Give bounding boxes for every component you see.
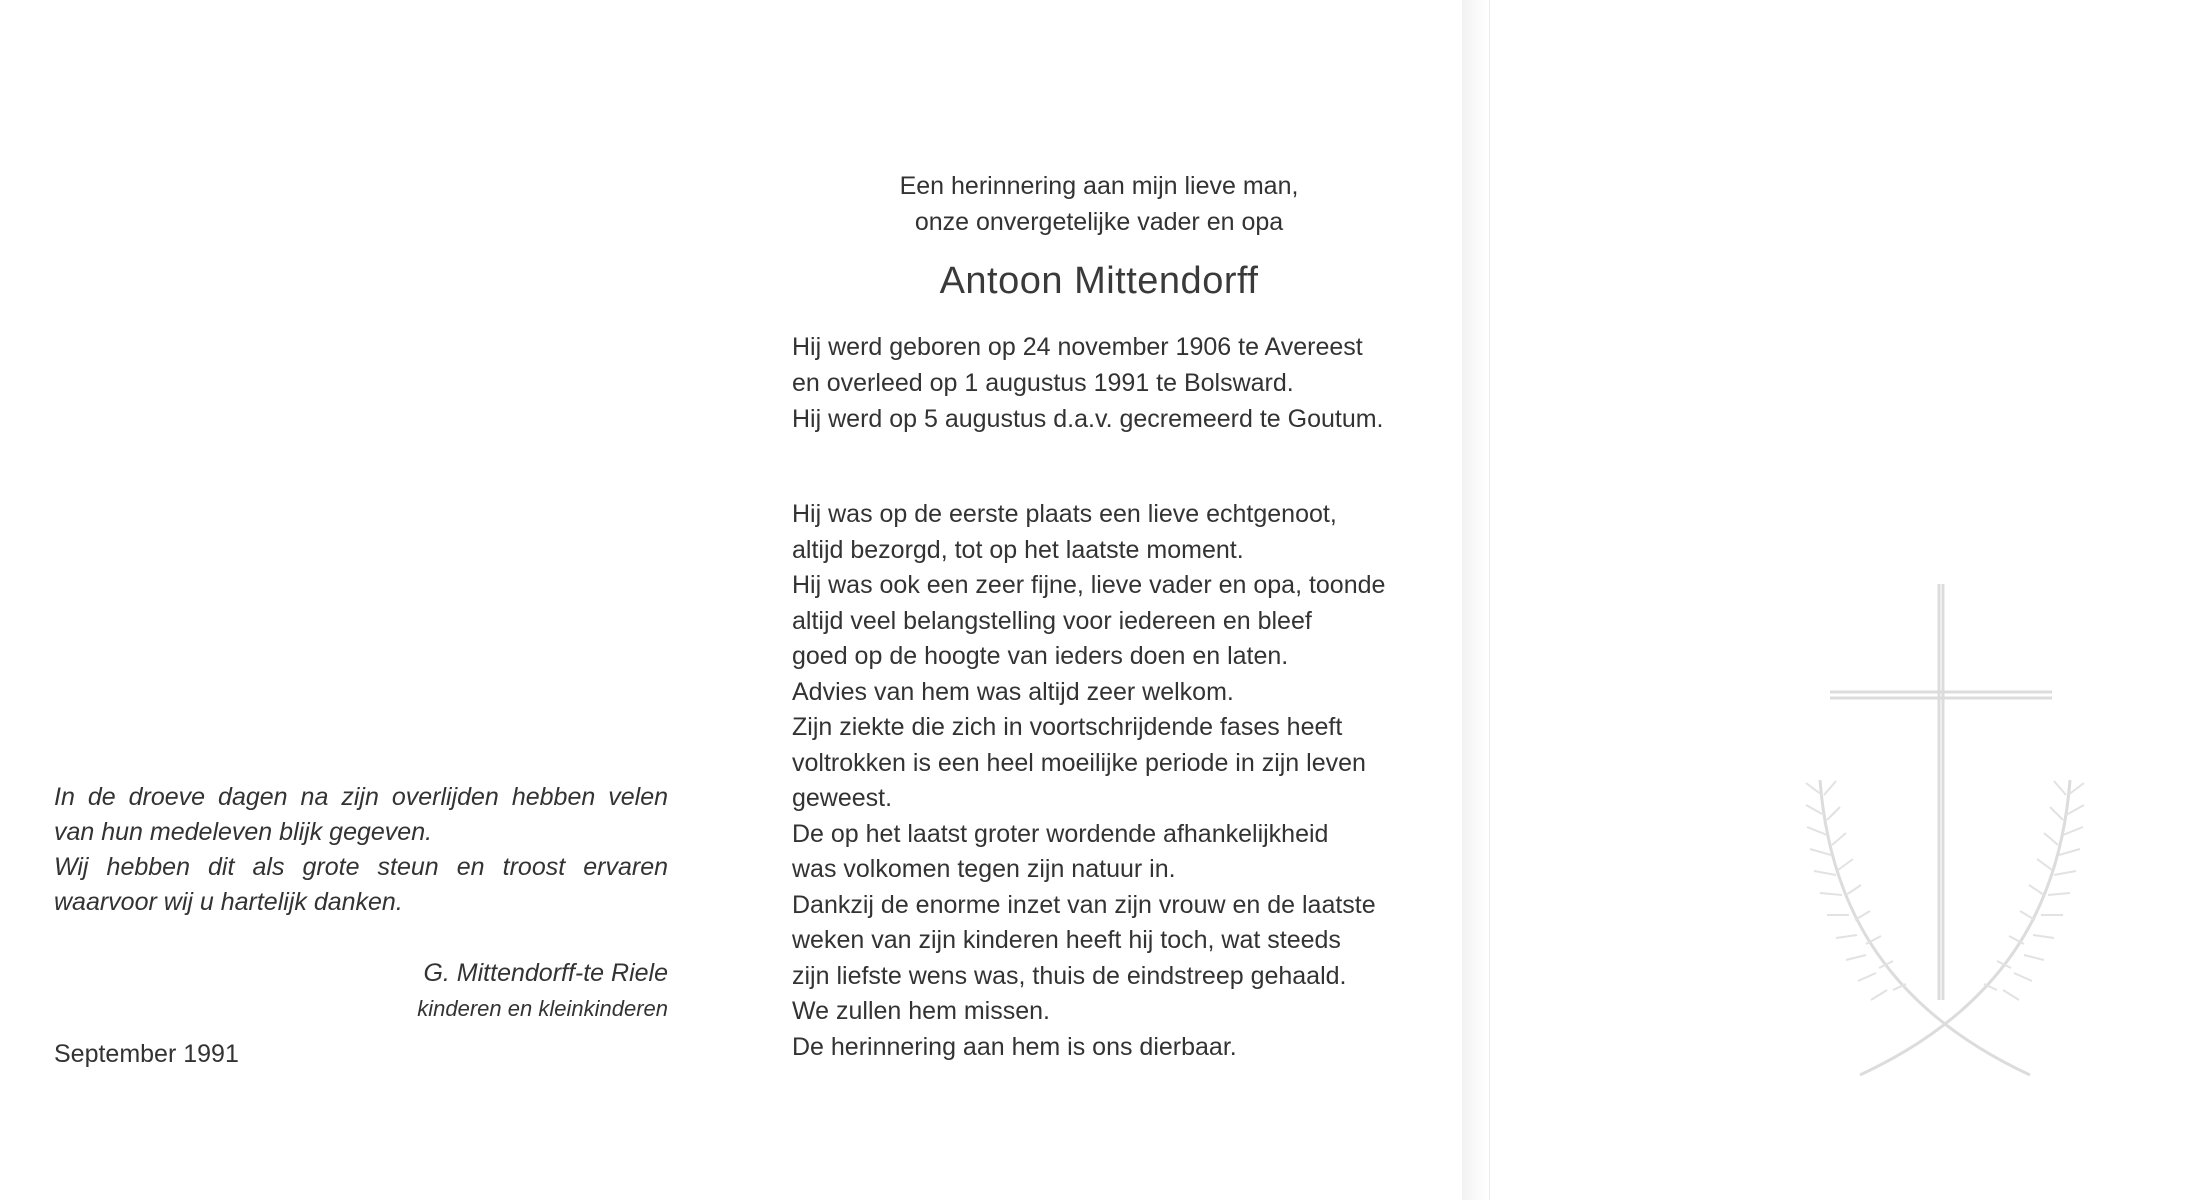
eulogy-line: De herinnering aan hem is ons dierbaar. [792, 1032, 1237, 1061]
thanks-line: waarvoor wij u hartelijk danken. [54, 888, 403, 916]
fact-line: en overleed op 1 augustus 1991 te Bolsward. [792, 369, 1294, 397]
eulogy-line: altijd veel belangstelling voor iedereen en bleef [792, 606, 1312, 635]
intro [792, 168, 1406, 240]
deceased-name: Antoon Mittendorff [939, 260, 1259, 302]
eulogy-line: Advies van hem was altijd zeer welkom. [792, 677, 1234, 706]
eulogy-line: Hij was ook een zeer fijne, lieve vader en opa, toonde [792, 571, 1386, 599]
eulogy-line: Dankzij de enorme inzet van zijn vrouw en de laatste [792, 890, 1376, 919]
eulogy-line: was volkomen tegen zijn natuur in. [792, 855, 1176, 883]
thanks-line: In de droeve dagen na zijn overlijden hebben velen [54, 783, 668, 811]
fact-line: Hij werd op 5 augustus d.a.v. gecremeerd te Goutum. [792, 405, 1384, 433]
fold-line [1489, 0, 1490, 1200]
eulogy-line: altijd bezorgd, tot op het laatste moment. [792, 535, 1244, 564]
eulogy-line: Hij was op de eerste plaats een lieve echtgenoot, [792, 500, 1337, 528]
eulogy-line: Zijn ziekte die zich in voortschrijdende fases heeft [792, 713, 1343, 741]
eulogy-line: zijn liefste wens was, thuis de eindstreep gehaald. [792, 961, 1347, 990]
thanks-line: Wij hebben dit als grote steun en troost ervaren [54, 853, 668, 881]
card-date: September 1991 [54, 1040, 239, 1068]
thanks-line: van hun medeleven blijk gegeven. [54, 818, 433, 846]
cross-with-palm-branches-icon [1790, 580, 2100, 1090]
eulogy-line: We zullen hem missen. [792, 997, 1050, 1025]
eulogy-line: De op het laatst groter wordende afhankelijkheid [792, 819, 1329, 848]
signature [300, 956, 668, 1026]
signature-name: G. Mittendorff-te Riele [423, 959, 668, 987]
fact-line: Hij werd geboren op 24 november 1906 te Avereest [792, 333, 1363, 361]
memorial-text [792, 168, 1406, 1065]
eulogy-line: voltrokken is een heel moeilijke periode in zijn leven [792, 748, 1366, 777]
eulogy-text [792, 497, 1406, 1065]
eulogy-line: weken van zijn kinderen heeft hij toch, wat steeds [792, 926, 1341, 954]
eulogy-line: goed op de hoogte van ieders doen en laten. [792, 642, 1289, 670]
intro-line: Een herinnering aan mijn lieve man, [899, 172, 1299, 200]
intro-line: onze onvergetelijke vader en opa [914, 208, 1284, 236]
eulogy-line: geweest. [792, 784, 893, 812]
signature-subtitle: kinderen en kleinkinderen [417, 996, 668, 1021]
life-facts [792, 329, 1406, 437]
fold-shadow [1462, 0, 1488, 1200]
thanks-text [54, 780, 668, 920]
